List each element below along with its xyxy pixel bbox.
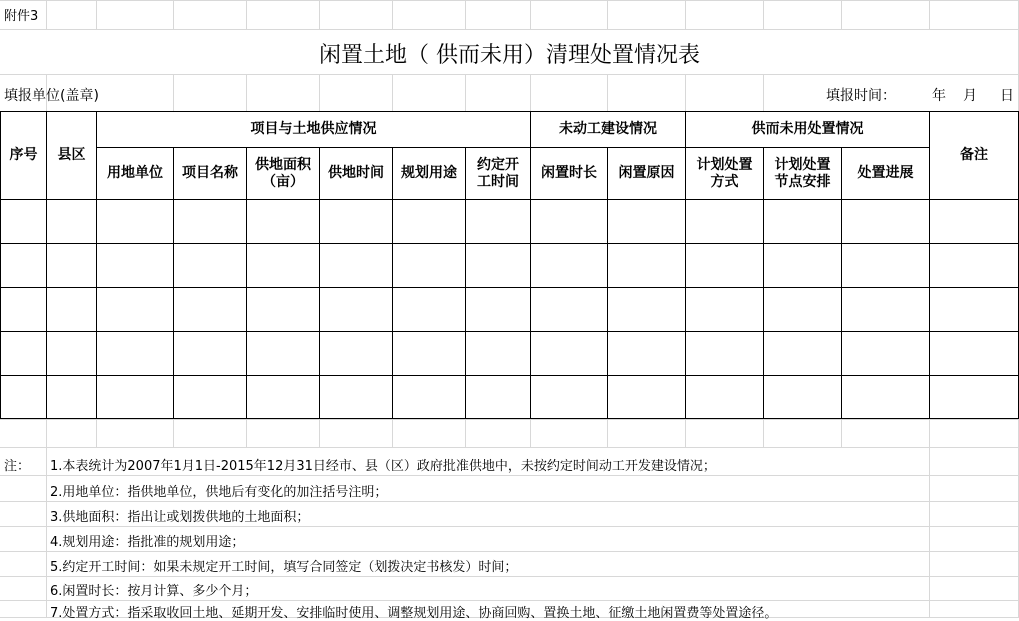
header-agreed-start-line2: 工时间: [477, 173, 519, 190]
table-row: [1, 376, 1019, 419]
header-planned-method-line2: 方式: [710, 173, 739, 190]
report-time-label: 填报时间：: [826, 88, 896, 104]
header-county: 县区: [47, 112, 97, 200]
table-row: [1, 332, 1019, 376]
header-planned-method: [686, 148, 764, 200]
report-month-label: 月: [963, 88, 977, 104]
table-cell[interactable]: [320, 244, 393, 288]
table-cell[interactable]: [1, 332, 47, 376]
table-row: [1, 244, 1019, 288]
table-cell[interactable]: [174, 332, 247, 376]
header-supply-area-line1: 供地面积: [255, 156, 311, 173]
table-cell[interactable]: [842, 200, 930, 244]
header-remark: 备注: [930, 112, 1019, 200]
header-disposal-progress: 处置进展: [842, 148, 930, 200]
table-cell[interactable]: [174, 288, 247, 332]
table-cell[interactable]: [531, 288, 608, 332]
table-cell[interactable]: [47, 332, 97, 376]
header-planned-schedule-line1: 计划处置: [774, 156, 831, 173]
table-cell[interactable]: [174, 376, 247, 419]
table-cell[interactable]: [608, 244, 686, 288]
table-cell[interactable]: [764, 332, 842, 376]
table-cell[interactable]: [686, 332, 764, 376]
header-idle-duration: 闲置时长: [531, 148, 608, 200]
table-cell[interactable]: [47, 200, 97, 244]
table-cell[interactable]: [247, 244, 320, 288]
table-cell[interactable]: [97, 376, 174, 419]
note-item: 6.闲置时长：按月计算、多少个月；: [50, 584, 258, 599]
table-cell[interactable]: [608, 200, 686, 244]
header-seq: 序号: [1, 112, 47, 200]
table-cell[interactable]: [466, 244, 531, 288]
table-cell[interactable]: [842, 288, 930, 332]
reporting-unit-label: 填报单位(盖章): [4, 88, 99, 104]
table-cell[interactable]: [247, 288, 320, 332]
header-planned-schedule-line2: 节点安排: [774, 173, 831, 190]
header-project-name: 项目名称: [174, 148, 247, 200]
table-cell[interactable]: [531, 200, 608, 244]
table-cell[interactable]: [47, 288, 97, 332]
table-cell[interactable]: [393, 332, 466, 376]
header-agreed-start-line1: 约定开: [477, 156, 519, 173]
table-cell[interactable]: [608, 332, 686, 376]
notes-label: 注：: [4, 459, 31, 474]
table-row: [1, 200, 1019, 244]
table-cell[interactable]: [930, 332, 1019, 376]
table-cell[interactable]: [608, 376, 686, 419]
table-cell[interactable]: [247, 376, 320, 419]
table-cell[interactable]: [174, 244, 247, 288]
table-cell[interactable]: [686, 288, 764, 332]
header-agreed-start-time: [466, 148, 531, 200]
table-cell[interactable]: [393, 288, 466, 332]
table-cell[interactable]: [930, 288, 1019, 332]
table-cell[interactable]: [97, 288, 174, 332]
note-item: 2.用地单位：指供地单位，供地后有变化的加注括号注明；: [50, 485, 388, 500]
table-cell[interactable]: [764, 288, 842, 332]
report-day-label: 日: [1000, 88, 1014, 104]
table-cell[interactable]: [1, 244, 47, 288]
table-cell[interactable]: [930, 244, 1019, 288]
table-cell[interactable]: [686, 244, 764, 288]
table-row: [1, 288, 1019, 332]
table-cell[interactable]: [466, 288, 531, 332]
header-land-unit: 用地单位: [97, 148, 174, 200]
note-item: 3.供地面积：指出让或划拨供地的土地面积；: [50, 510, 310, 525]
table-cell[interactable]: [247, 200, 320, 244]
header-planned-method-line1: 计划处置: [696, 156, 753, 173]
table-cell[interactable]: [47, 244, 97, 288]
table-cell[interactable]: [393, 376, 466, 419]
table-cell[interactable]: [247, 332, 320, 376]
table-cell[interactable]: [97, 244, 174, 288]
table-cell[interactable]: [320, 332, 393, 376]
table-cell[interactable]: [174, 200, 247, 244]
table-cell[interactable]: [764, 244, 842, 288]
table-cell[interactable]: [608, 288, 686, 332]
page-title: 闲置土地（ 供而未用）清理处置情况表: [319, 43, 700, 68]
table-cell[interactable]: [531, 376, 608, 419]
note-item: 4.规划用途：指批准的规划用途；: [50, 535, 245, 550]
table-cell[interactable]: [842, 244, 930, 288]
note-item: 1.本表统计为2007年1月1日-2015年12月31日经市、县（区）政府批准供地中，未按约定时间动工开发建设情况；: [50, 459, 716, 474]
header-supply-area-line2: （亩）: [262, 173, 304, 190]
table-cell[interactable]: [466, 332, 531, 376]
table-cell[interactable]: [686, 376, 764, 419]
table-cell[interactable]: [320, 288, 393, 332]
table-cell[interactable]: [466, 376, 531, 419]
table-cell[interactable]: [764, 376, 842, 419]
table-cell[interactable]: [97, 332, 174, 376]
header-supplied-unused-disposal: 供而未用处置情况: [686, 112, 930, 148]
table-cell[interactable]: [531, 244, 608, 288]
table-cell[interactable]: [930, 200, 1019, 244]
table-cell[interactable]: [842, 332, 930, 376]
table-cell[interactable]: [1, 288, 47, 332]
header-planned-schedule: [764, 148, 842, 200]
report-year-label: 年: [932, 88, 946, 104]
idle-land-table: [0, 111, 1019, 419]
header-idle-reason: 闲置原因: [608, 148, 686, 200]
table-cell[interactable]: [97, 200, 174, 244]
header-planned-use: 规划用途: [393, 148, 466, 200]
table-cell[interactable]: [1, 376, 47, 419]
table-cell[interactable]: [842, 376, 930, 419]
header-supply-area: [247, 148, 320, 200]
header-project-land-supply: 项目与土地供应情况: [97, 112, 531, 148]
table-cell[interactable]: [686, 200, 764, 244]
table-cell[interactable]: [1, 200, 47, 244]
table-cell[interactable]: [531, 332, 608, 376]
table-cell[interactable]: [47, 376, 97, 419]
note-item: 5.约定开工时间：如果未规定开工时间，填写合同签定（划拨决定书核发）时间；: [50, 560, 518, 575]
table-cell[interactable]: [393, 244, 466, 288]
table-cell[interactable]: [320, 200, 393, 244]
table-cell[interactable]: [466, 200, 531, 244]
table-cell[interactable]: [764, 200, 842, 244]
header-not-started-construction: 未动工建设情况: [531, 112, 686, 148]
table-cell[interactable]: [320, 376, 393, 419]
table-cell[interactable]: [930, 376, 1019, 419]
table-cell[interactable]: [393, 200, 466, 244]
note-item: 7.处置方式：指采取收回土地、延期开发、安排临时使用、调整规划用途、协商回购、置换土地、征缴土地闲置费等处置途径。: [50, 606, 778, 621]
header-supply-time: 供地时间: [320, 148, 393, 200]
attachment-label: 附件3: [4, 9, 39, 24]
